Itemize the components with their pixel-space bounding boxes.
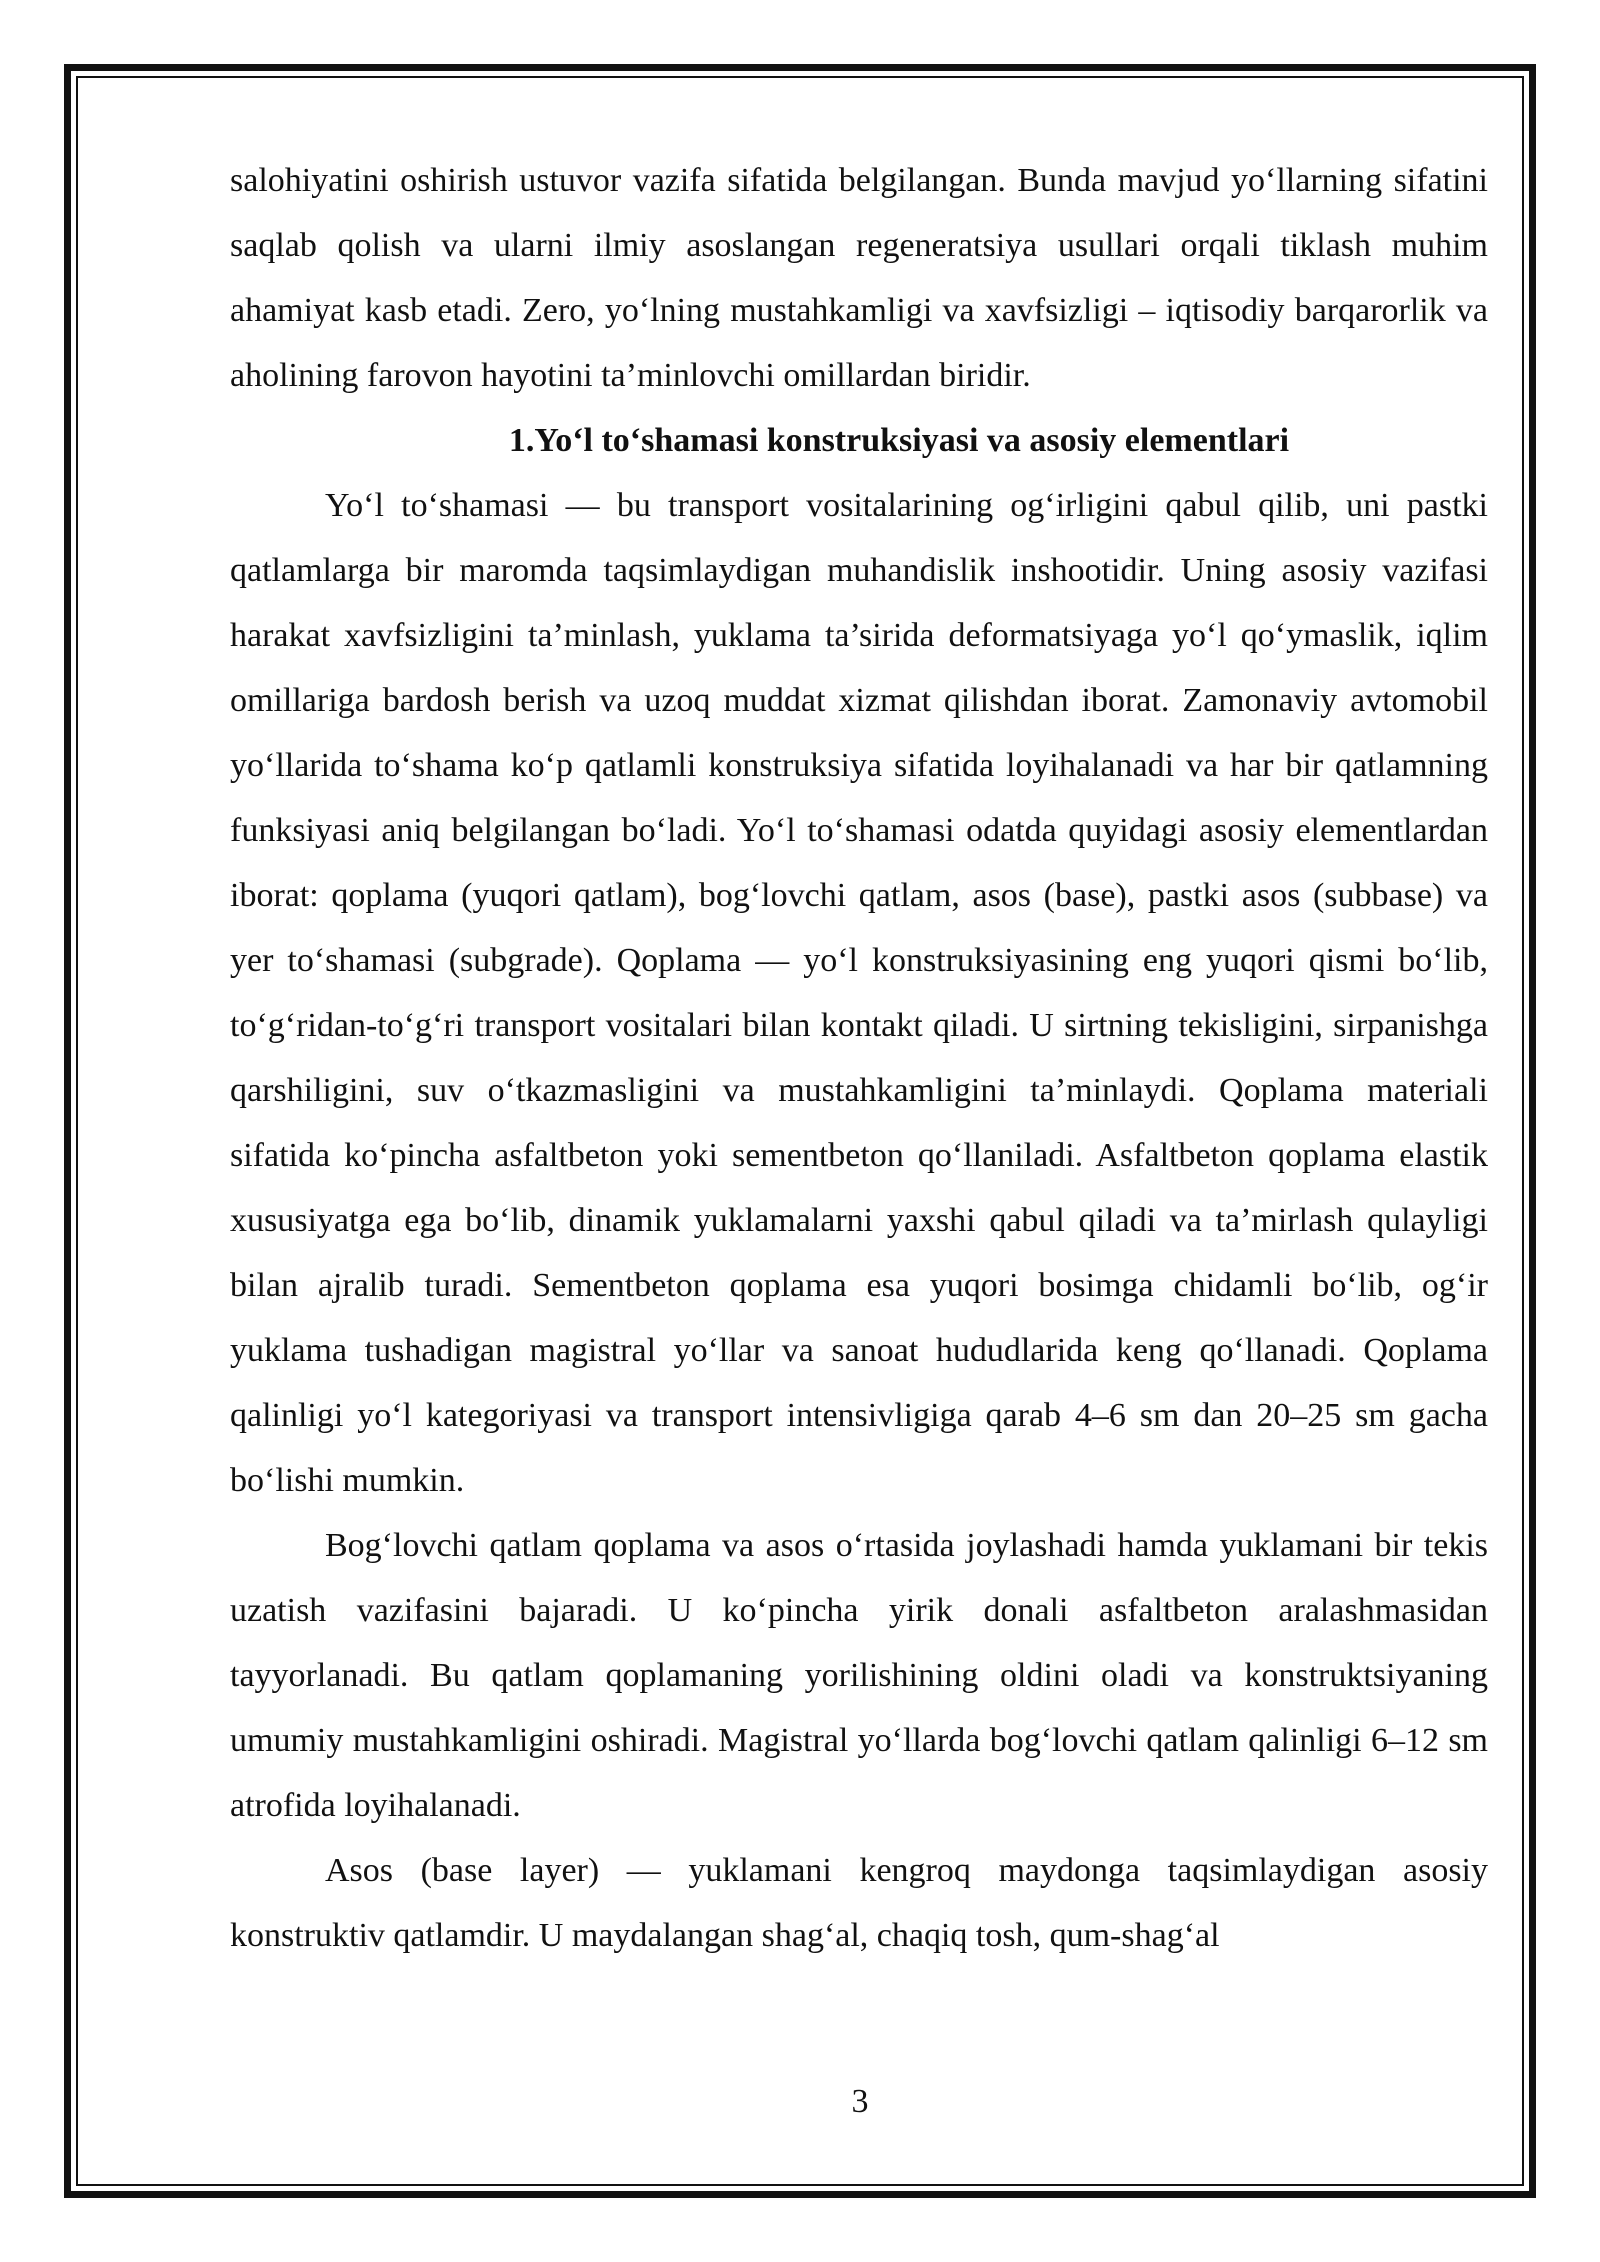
document-body xyxy=(230,148,1488,1968)
paragraph-binder-layer: Bog‘lovchi qatlam qoplama va asos o‘rtasida joylashadi hamda yuklamani bir tekis uzatish vazifasini bajaradi. U ko‘pincha yirik donali asfaltbeton aralashmasidan tayyorlanadi. Bu qatlam qoplamaning yorilishining oldini oladi va konstruktsiyaning umumiy mustahkamligini oshiradi. Magistral yo‘llarda bog‘lovchi qatlam qalinligi 6–12 sm atrofida loyihalanadi. xyxy=(230,1527,1488,1824)
page-number: 3 xyxy=(851,2083,869,2120)
paragraph-pavement-definition: Yo‘l to‘shamasi — bu transport vositalarining og‘irligini qabul qilib, uni pastki qatlamlarga bir maromda taqsimlaydigan muhandislik inshootidir. Uning asosiy vazifasi harakat xavfsizligini ta’minlash, yuklama ta’sirida deformatsiyaga yo‘l qo‘ymaslik, iqlim omillariga bardosh berish va uzoq muddat xizmat qilishdan iborat. Zamonaviy avtomobil yo‘llarida to‘shama ko‘p qatlamli konstruksiya sifatida loyihalanadi va har bir qatlamning funksiyasi aniq belgilangan bo‘ladi. Yo‘l to‘shamasi odatda quyidagi asosiy elementlardan iborat: qoplama (yuqori qatlam), bog‘lovchi qatlam, asos (base), pastki asos (subbase) va yer to‘shamasi (subgrade). Qoplama — yo‘l konstruksiyasining eng yuqori qismi bo‘lib, to‘g‘ridan-to‘g‘ri transport vositalari bilan kontakt qiladi. U sirtning tekisligini, sirpanishga qarshiligini, suv o‘tkazmasligini va mustahkamligini ta’minlaydi. Qoplama materiali sifatida ko‘pincha asfaltbeton yoki sementbeton qo‘llaniladi. Asfaltbeton qoplama elastik xususiyatga ega bo‘lib, dinamik yuklamalarni yaxshi qabul qiladi va ta’mirlash qulayligi bilan ajralib turadi. Sementbeton qoplama esa yuqori bosimga chidamli bo‘lib, og‘ir yuklama tushadigan magistral yo‘llar va sanoat hududlarida keng qo‘llanadi. Qoplama qalinligi yo‘l kategoriyasi va transport intensivligiga qarab 4–6 sm dan 20–25 sm gacha bo‘lishi mumkin. xyxy=(230,487,1488,1499)
paragraph-intro-continuation: salohiyatini oshirish ustuvor vazifa sifatida belgilangan. Bunda mavjud yo‘llarning sifatini saqlab qolish va ularni ilmiy asoslangan regeneratsiya usullari orqali tiklash muhim ahamiyat kasb etadi. Zero, yo‘lning mustahkamligi va xavfsizligi – iqtisodiy barqarorlik va aholining farovon hayotini ta’minlovchi omillardan biridir. xyxy=(230,162,1488,394)
section-heading: 1.Yo‘l to‘shamasi konstruksiyasi va asosiy elementlari xyxy=(508,422,1290,459)
paragraph-base-layer: Asos (base layer) — yuklamani kengroq maydonga taqsimlaydigan asosiy konstruktiv qatlamdir. U maydalangan shag‘al, chaqiq tosh, qum-shag‘al xyxy=(230,1852,1488,1954)
